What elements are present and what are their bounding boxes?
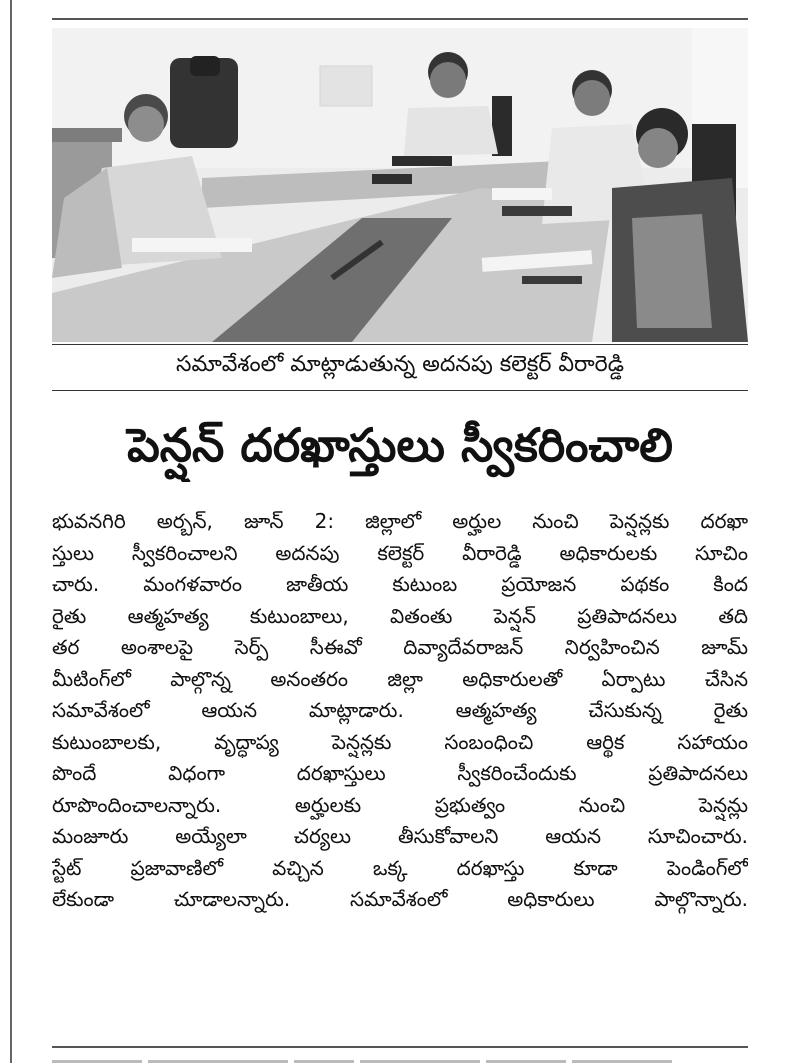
article-body: [52, 506, 748, 916]
body-line: చారు. మంగళవారం జాతీయ కుటుంబ ప్రయోజన పథకం కింద: [52, 572, 748, 596]
caption-rule-bottom: [52, 390, 748, 391]
body-line: రైతు ఆత్మహత్య కుటుంబాలు, వితంతు పెన్షన్ ప్రతిపాదనలు తది: [52, 603, 748, 628]
body-line: మీటింగ్‌లో పాల్గొన్న అనంతరం జిల్లా అధికారులతో ఏర్పాటు చేసిన: [52, 666, 748, 691]
top-column-rule: [52, 18, 748, 20]
body-line: లేకుండా చూడాలన్నారు. సమావేశంలో అధికారులు పాల్గొన్నారు.: [52, 887, 748, 911]
next-article-cutoff: [52, 1054, 748, 1063]
body-line: భువనగిరి అర్బన్, జూన్ 2: జిల్లాలో అర్హుల నుంచి పెన్షన్లకు దరఖా: [52, 509, 748, 533]
article-headline: పెన్షన్ దరఖాస్తులు స్వీకరించాలి: [127, 418, 673, 472]
bottom-column-rule: [52, 1046, 748, 1048]
meeting-photo: [52, 28, 748, 342]
body-line: స్టేట్ ప్రజావాణిలో వచ్చిన ఒక్క దరఖాస్తు కూడా పెండింగ్‌లో: [52, 855, 748, 880]
column-divider-left: [10, 0, 12, 1063]
caption-rule-top: [52, 344, 748, 345]
body-line: సమావేశంలో ఆయన మాట్లాడారు. ఆత్మహత్య చేసుకున్న రైతు: [52, 698, 748, 722]
photo-caption: సమావేశంలో మాట్లాడుతున్న అదనపు కలెక్టర్ వీరారెడ్డి: [176, 352, 624, 377]
body-line: స్తులు స్వీకరించాలని అదనపు కలెక్టర్ వీరారెడ్డి అధికారులకు సూచిం: [52, 540, 748, 565]
body-line: తర అంశాలపై సెర్ప్ సీఈవో దివ్యాదేవరాజన్ నిర్వహించిన జూమ్: [52, 635, 748, 659]
body-line: పొందే విధంగా దరఖాస్తులు స్వీకరించేందుకు ప్రతిపాదనలు: [52, 761, 748, 785]
body-line: రూపొందించాలన్నారు. అర్హులకు ప్రభుత్వం నుంచి పెన్షన్లు: [52, 792, 748, 817]
body-line: కుటుంబాలకు, వృద్ధాప్య పెన్షన్లకు సంబంధించి ఆర్థిక సహాయం: [52, 729, 748, 754]
body-line: మంజూరు అయ్యేలా చర్యలు తీసుకోవాలని ఆయన సూచించారు.: [52, 824, 748, 848]
